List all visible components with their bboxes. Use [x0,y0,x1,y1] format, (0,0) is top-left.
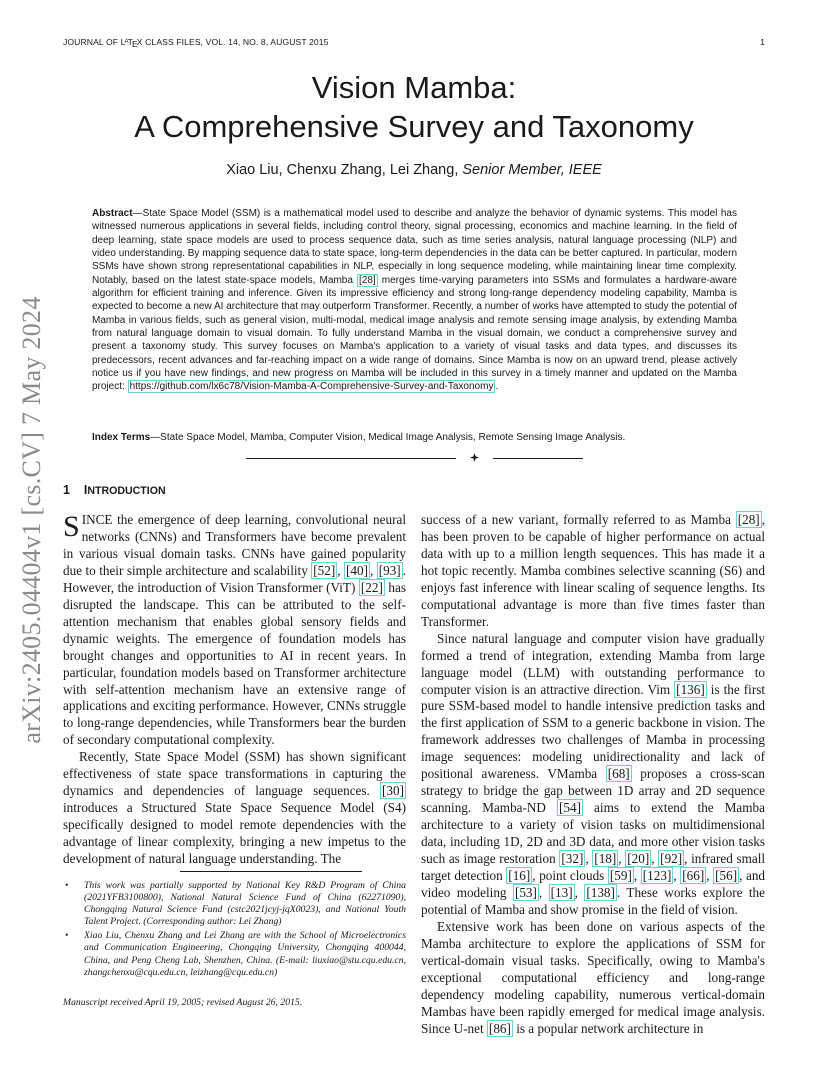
citation-link[interactable]: [13] [550,884,573,900]
title-line-2: A Comprehensive Survey and Taxonomy [134,109,694,144]
citation-link[interactable]: [32] [561,851,584,867]
citation-link[interactable]: [59] [609,868,632,884]
footnote-rule [180,871,362,872]
paragraph: SINCE the emergence of deep learning, convolutional neural networks (CNNs) and Transformers have become prevalent in various visual domain tasks. CNNs have gained popularity due to their simple architecture and scalability [52] , [40] , [93] . However, the introduction of Vision Transformer (ViT) [22] has disrupted the landscape. This can be attributed to the self-attention mechanism that enables global sensory fields and dynamic weights. The emergence of foundation models has brought changes and opportunities to AI in recent years. In particular, foundation models based on Transformer architecture with self-attention mechanism have an extensive range of applications and exciting performance. However, CNNs struggle to long-range dependencies, while Transformers bear the burden of secondary computational complexity. [63,510,406,748]
separator-line-right [493,458,583,459]
paragraph: Recently, State Space Model (SSM) has shown significant effectiveness of state space transformations in capturing the dynamics and dependencies of language sequences. [30] introduces a Structured State Space Sequence Model (S4) specifically designed to model remote dependencies with the advantage of linear complexity, bringing a new impetus to the development of natural language understanding. The [63,749,406,867]
section-number: 1 [63,483,70,497]
citation-link[interactable]: [92] [660,851,683,867]
citation-link[interactable]: [136] [676,681,705,697]
bullet-icon: • [65,880,69,891]
author-role: Senior Member, IEEE [462,162,602,178]
paragraph: success of a new variant, formally referred to as Mamba [28] , has been proven to be capable of higher performance on actual data with up to a million length sequences. This has made it a hot topic recently. Mamba combines selective scanning (S6) and enjoys fast inference with linear scaling of sequence lengths. Its computational advantage is more than five times faster than Transformer. [421,512,765,629]
author-names: Xiao Liu, Chenxu Zhang, Lei Zhang, [226,162,463,178]
citation-link[interactable]: [56] [715,868,738,884]
paper-title [63,68,765,146]
citation-link[interactable]: [68] [607,766,630,782]
arxiv-stamp [12,285,52,755]
abstract-label: Abstract [92,208,133,219]
paragraph: Extensive work has been done on various aspects of the Mamba architecture to explore the applications of SSM for vertical-domain visual tasks. Specifically, owing to Mamba's exceptional computational efficiency and long-range dependency modeling capability, numerous vertical-domain Mambas have been rapidly emerged for medical image analysis. Since U-net [86] is a popular network architecture in [421,918,765,1036]
citation-link[interactable]: [54] [559,800,581,816]
footnotes [63,880,406,981]
citation-link[interactable]: [28] [359,274,376,286]
section-separator [63,452,765,466]
page-number: 1 [760,37,765,47]
citation-link[interactable]: [40] [345,562,368,578]
manuscript-note: Manuscript received April 19, 2005; revised August 26, 2015. [63,997,303,1008]
author-list [63,162,765,178]
citation-link[interactable]: [53] [514,884,537,900]
section-heading: 1 INTRODUCTION [63,483,166,497]
citation-link[interactable]: [86] [488,1020,511,1036]
right-column [421,512,765,1038]
bullet-icon: • [65,930,69,942]
journal-name: JOURNAL OF $L^AT_EX$ CLASS FILES, VOL. 14, NO. 8, AUGUST 2015 [63,37,329,49]
citation-link[interactable]: [66] [682,868,705,884]
index-terms: Index Terms—State Space Model, Mamba, Computer Vision, Medical Image Analysis, Remote Sensing Image Analysis. [92,432,626,443]
left-column [63,512,406,868]
footnote-item: • Xiao Liu, Chenxu Zhang and Lei Zhang are with the School of Microelectronics and Communication Engineering, Chongqing University, Chongqing 400044, China, and Peng Cheng Lab, Shenzhen, China. (E-mail: liuxiao@stu.cqu.edu.cn, zhangchenxu@cqu.edu.cn, leizhang@cqu.edu.cn) [65,930,406,978]
citation-link[interactable]: [20] [627,851,650,867]
separator-line-left [246,458,456,459]
citation-link[interactable]: [22] [360,579,383,595]
citation-link[interactable]: [28] [737,512,760,527]
running-header [63,37,765,49]
footnote-item: • This work was partially supported by National Key R&D Program of China (2021YFB3100800), National Natural Science Fund of China (62271090), Chongqing Natural Science Fund (cstc2021jcyj-jqX0023), and National Youth Talent Project. (Corresponding author: Lei Zhang) [65,880,406,928]
paragraph: Since natural language and computer vision have gradually formed a trend of integration, extending Mamba from large language model (LLM) with outstanding performance to computer vision is an attractive direction. Vim [136] is the first pure SSM-based model to handle intensive prediction tasks and the first application of SSM to a generic backbone in vision. The framework addresses two challenges of Mamba in processing image sequences: modeling unidirectionality and lack of positional awareness. VMamba [68] proposes a cross-scan strategy to bridge the gap between 1D array and 2D sequence scanning. Mamba-ND [54] aims to extend the Mamba architecture to a variety of vision tasks on multidimensional data, including 1D, 2D and 3D data, and more other vision tasks such as image restoration [32] , [18] , [20] , [92] , infrared small target detection [16] , point clouds [59] , [123] , [66] , [56] , and video modeling [53] , [13] , [138] . These works explore the potential of Mamba and show promise in the field of vision. [421,630,766,917]
citation-link[interactable]: [138] [586,884,615,900]
citation-link[interactable]: [52] [313,562,336,578]
index-terms-label: Index Terms [92,432,151,443]
arxiv-identifier: arXiv:2405.04404v1 [cs.CV] 7 May 2024 [17,296,46,744]
citation-link[interactable]: [18] [594,851,617,867]
diamond-ornament-icon [470,453,479,462]
abstract: Abstract—State Space Model (SSM) is a mathematical model used to describe and analyze the behavior of dynamic systems. This model has witnessed numerous applications in several fields, including control theory, signal processing, economics and machine learning. In the field of deep learning, state space models are used to process sequence data, such as time series analysis, natural language processing (NLP) and video understanding. By mapping sequence data to state space, long-term dependencies in the data can be better captured. In particular, modern SSMs have shown strong representational capabilities in NLP, especially in long sequence modeling, while maintaining linear time complexity. Notably, based on the latest state-space models, Mamba [28] merges time-varying parameters into SSMs and formulates a hardware-aware algorithm for efficient training and inference. Given its impressive efficiency and strong long-range dependency modeling capability, Mamba is expected to become a new AI architecture that may outperform Transformer. Recently, a number of works have attempted to study the potential of Mamba in various fields, such as general vision, multi-modal, medical image analysis and remote sensing image analysis, by extending Mamba from natural language domain to visual domain. To fully understand Mamba in the visual domain, we conduct a comprehensive survey and present a taxonomy study. This survey focuses on Mamba's application to a variety of visual tasks and data types, and discusses its predecessors, recent advances and far-reaching impact on a wide range of domains. Since Mamba is now on an upward trend, please actively notice us if you have new findings, and new progress on Mamba will be included in this survey in a timely manner and updated on the Mamba project: https://github.com/lx6c78/Vision-Mamba-A-Comprehensive-Survey-and-Taxonomy . [92,208,737,393]
project-url-link[interactable]: https://github.com/lx6c78/Vision-Mamba-A-Comprehensive-Survey-and-Taxonomy [129,381,494,393]
title-line-1: Vision Mamba: [311,70,517,105]
citation-link[interactable]: [30] [382,783,404,799]
drop-cap: S [63,510,80,543]
citation-link[interactable]: [93] [378,562,401,578]
citation-link[interactable]: [16] [508,868,531,884]
citation-link[interactable]: [123] [642,868,672,884]
